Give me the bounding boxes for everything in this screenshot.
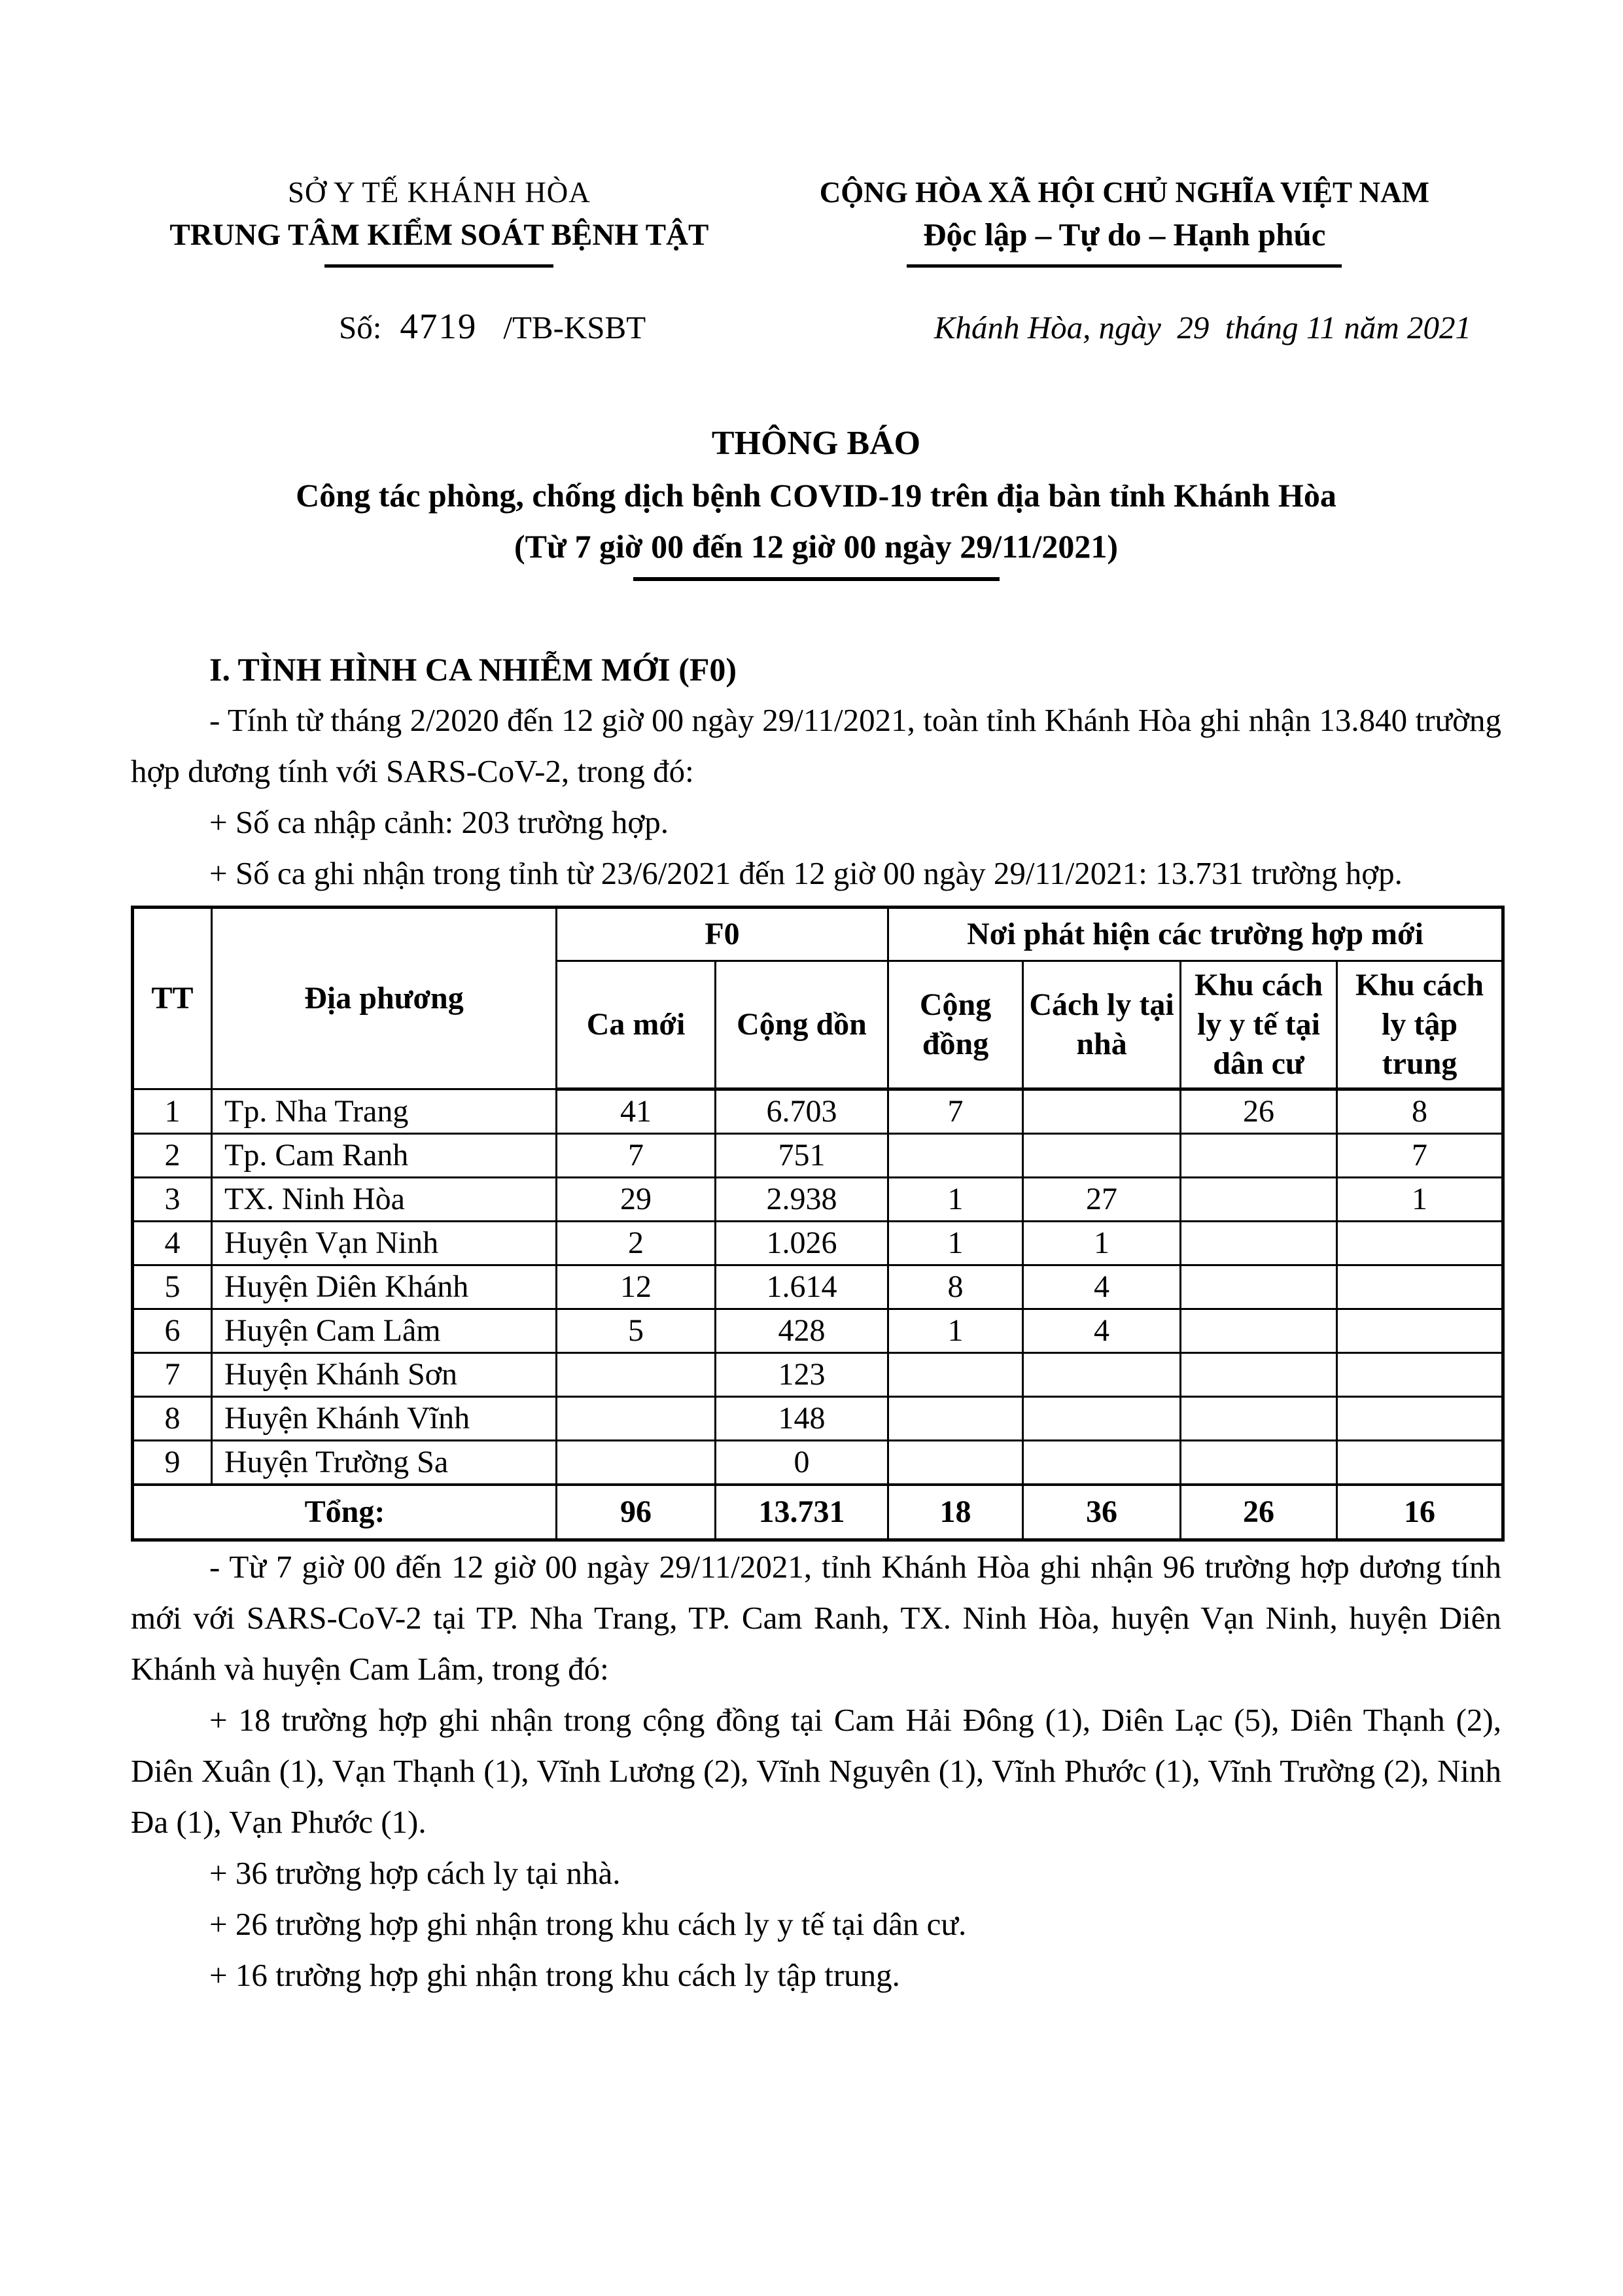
cell-khu-cach-ly-tap-trung: [1337, 1222, 1503, 1265]
cell-khu-cach-ly-tap-trung: 1: [1337, 1178, 1503, 1222]
col-header-ca-moi: Ca mới: [557, 961, 716, 1089]
table-row: [133, 1265, 1503, 1309]
cell-cong-dong: 8: [888, 1265, 1023, 1309]
cases-table: [131, 906, 1505, 1542]
cell-ca-moi: 2: [557, 1222, 716, 1265]
table-row: [133, 1397, 1503, 1441]
cell-cach-ly-tai-nha: [1023, 1441, 1181, 1485]
col-header-khu-cach-ly-y-te: Khu cách ly y tế tại dân cư: [1181, 961, 1337, 1089]
col-header-khu-cach-ly-tap-trung: Khu cách ly tập trung: [1337, 961, 1503, 1089]
cell-cach-ly-tai-nha: [1023, 1134, 1181, 1178]
col-header-tt: TT: [133, 908, 212, 1089]
cell-cong-don: 2.938: [716, 1178, 888, 1222]
col-header-cong-dong: Cộng đồng: [888, 961, 1023, 1089]
cell-dia-phuong: Huyện Cam Lâm: [212, 1309, 557, 1353]
cell-cong-don: 1.026: [716, 1222, 888, 1265]
cell-khu-cach-ly-tap-trung: [1337, 1309, 1503, 1353]
cell-cong-dong: [888, 1397, 1023, 1441]
number-suffix: /TB-KSBT: [503, 309, 646, 345]
cell-ca-moi: 7: [557, 1134, 716, 1178]
cell-khu-cach-ly-y-te: [1181, 1397, 1337, 1441]
col-header-cach-ly-tai-nha: Cách ly tại nhà: [1023, 961, 1181, 1089]
title-block: [131, 417, 1501, 581]
section-1-heading: I. TÌNH HÌNH CA NHIỄM MỚI (F0): [209, 651, 737, 688]
cell-cach-ly-tai-nha: [1023, 1353, 1181, 1397]
cell-khu-cach-ly-tap-trung: [1337, 1441, 1503, 1485]
col-group-f0: F0: [557, 908, 888, 961]
cell-tt: 9: [133, 1441, 212, 1485]
cell-tt: 3: [133, 1178, 212, 1222]
cell-ca-moi: 41: [557, 1089, 716, 1134]
cell-dia-phuong: Tp. Cam Ranh: [212, 1134, 557, 1178]
number-value: 4719: [400, 306, 478, 346]
national-motto-line: Độc lập – Tự do – Hạnh phúc: [923, 217, 1326, 253]
cell-cong-dong: 7: [888, 1089, 1023, 1134]
cell-cong-don: 123: [716, 1353, 888, 1397]
issuer-name-line2: TRUNG TÂM KIỂM SOÁT BỆNH TẬT: [169, 218, 709, 252]
cell-cach-ly-tai-nha: [1023, 1397, 1181, 1441]
cell-khu-cach-ly-tap-trung: [1337, 1265, 1503, 1309]
cell-cach-ly-tai-nha: 1: [1023, 1222, 1181, 1265]
cell-cong-dong: 1: [888, 1309, 1023, 1353]
cell-khu-cach-ly-y-te: [1181, 1265, 1337, 1309]
table-row: [133, 1353, 1503, 1397]
cell-cach-ly-tai-nha: 27: [1023, 1178, 1181, 1222]
summary-paragraph-2: + 18 trường hợp ghi nhận trong cộng đồng tại Cam Hải Đông (1), Diên Lạc (5), Diên Thạnh (2), Diên Xuân (1), Vạn Thạnh (1), Vĩnh Lương (2), Vĩnh Nguyên (1), Vĩnh Phước (1), Vĩnh Trường (2), Ninh Đa (1), Vạn Phước (1).: [131, 1702, 1501, 1840]
doc-date-range: (Từ 7 giờ 00 đến 12 giờ 00 ngày 29/11/2021): [514, 528, 1118, 565]
total-khu-cach-ly-y-te: 26: [1181, 1485, 1337, 1540]
table-row: [133, 1089, 1503, 1134]
cell-ca-moi: 12: [557, 1265, 716, 1309]
cell-dia-phuong: Tp. Nha Trang: [212, 1089, 557, 1134]
cell-cach-ly-tai-nha: [1023, 1089, 1181, 1134]
cell-cong-don: 428: [716, 1309, 888, 1353]
cell-tt: 6: [133, 1309, 212, 1353]
cell-dia-phuong: Huyện Vạn Ninh: [212, 1222, 557, 1265]
cell-ca-moi: [557, 1397, 716, 1441]
summary-paragraph-4: + 26 trường hợp ghi nhận trong khu cách ly y tế tại dân cư.: [209, 1906, 967, 1942]
col-group-noi-phat-hien: Nơi phát hiện các trường hợp mới: [888, 908, 1503, 961]
cell-cong-dong: [888, 1353, 1023, 1397]
title-underline: [633, 577, 1000, 581]
cell-dia-phuong: Huyện Diên Khánh: [212, 1265, 557, 1309]
table-row: [133, 1178, 1503, 1222]
cell-khu-cach-ly-y-te: [1181, 1134, 1337, 1178]
col-header-cong-don: Cộng dồn: [716, 961, 888, 1089]
doc-title: THÔNG BÁO: [711, 425, 921, 462]
table-row: [133, 1441, 1503, 1485]
total-cach-ly-tai-nha: 36: [1023, 1485, 1181, 1540]
cell-cong-don: 751: [716, 1134, 888, 1178]
cell-khu-cach-ly-y-te: [1181, 1353, 1337, 1397]
col-header-dia-phuong: Địa phương: [212, 908, 557, 1089]
issuer-block: [131, 171, 748, 268]
summary-paragraph-5: + 16 trường hợp ghi nhận trong khu cách ly tập trung.: [209, 1957, 900, 1993]
table-row: [133, 1309, 1503, 1353]
cell-khu-cach-ly-y-te: [1181, 1222, 1337, 1265]
cell-khu-cach-ly-y-te: [1181, 1441, 1337, 1485]
total-label: Tổng:: [133, 1485, 557, 1540]
cell-ca-moi: 29: [557, 1178, 716, 1222]
national-header-block: [748, 171, 1501, 268]
cell-khu-cach-ly-tap-trung: 8: [1337, 1089, 1503, 1134]
total-cong-dong: 18: [888, 1485, 1023, 1540]
cell-cong-dong: 1: [888, 1222, 1023, 1265]
number-label: Số:: [339, 309, 382, 345]
cell-tt: 2: [133, 1134, 212, 1178]
section-1-paragraph-2: + Số ca nhập cảnh: 203 trường hợp.: [209, 804, 669, 840]
summary-paragraph-1: - Từ 7 giờ 00 đến 12 giờ 00 ngày 29/11/2021, tỉnh Khánh Hòa ghi nhận 96 trường hợp dương tính mới với SARS-CoV-2 tại TP. Nha Trang, TP. Cam Ranh, TX. Ninh Hòa, huyện Vạn Ninh, huyện Diên Khánh và huyện Cam Lâm, trong đó:: [131, 1549, 1501, 1687]
table-row: [133, 1134, 1503, 1178]
cell-tt: 1: [133, 1089, 212, 1134]
summary-paragraph-3: + 36 trường hợp cách ly tại nhà.: [209, 1855, 621, 1891]
cell-cong-don: 0: [716, 1441, 888, 1485]
motto-underline: [907, 264, 1342, 268]
table-row: [133, 1222, 1503, 1265]
number-date-row: [131, 306, 1501, 347]
issuer-underline: [324, 264, 553, 268]
cell-cong-dong: 1: [888, 1178, 1023, 1222]
document-header: [131, 171, 1501, 268]
cell-cach-ly-tai-nha: 4: [1023, 1265, 1181, 1309]
cell-cong-don: 1.614: [716, 1265, 888, 1309]
total-khu-cach-ly-tap-trung: 16: [1337, 1485, 1503, 1540]
cell-tt: 7: [133, 1353, 212, 1397]
section-1-paragraph-1: - Tính từ tháng 2/2020 đến 12 giờ 00 ngày 29/11/2021, toàn tỉnh Khánh Hòa ghi nhận 13.840 trường hợp dương tính với SARS-CoV-2, trong đó:: [131, 702, 1501, 789]
cell-tt: 4: [133, 1222, 212, 1265]
cell-khu-cach-ly-y-te: 26: [1181, 1089, 1337, 1134]
document-number: [339, 306, 646, 347]
cell-khu-cach-ly-y-te: [1181, 1309, 1337, 1353]
total-cong-don: 13.731: [716, 1485, 888, 1540]
cell-dia-phuong: Huyện Khánh Vĩnh: [212, 1397, 557, 1441]
total-ca-moi: 96: [557, 1485, 716, 1540]
cell-cong-dong: [888, 1134, 1023, 1178]
cell-dia-phuong: Huyện Khánh Sơn: [212, 1353, 557, 1397]
cell-cong-dong: [888, 1441, 1023, 1485]
cell-cong-don: 6.703: [716, 1089, 888, 1134]
cell-tt: 5: [133, 1265, 212, 1309]
cell-khu-cach-ly-tap-trung: 7: [1337, 1134, 1503, 1178]
place-date-line: Khánh Hòa, ngày 29 tháng 11 năm 2021: [934, 309, 1471, 345]
table-header-row-1: [133, 908, 1503, 961]
cell-ca-moi: 5: [557, 1309, 716, 1353]
section-1-paragraph-3: + Số ca ghi nhận trong tỉnh từ 23/6/2021 đến 12 giờ 00 ngày 29/11/2021: 13.731 trường hợp.: [209, 855, 1403, 891]
cell-dia-phuong: Huyện Trường Sa: [212, 1441, 557, 1485]
doc-subtitle: Công tác phòng, chống dịch bệnh COVID-19 trên địa bàn tỉnh Khánh Hòa: [296, 477, 1336, 514]
national-name-line: CỘNG HÒA XÃ HỘI CHỦ NGHĨA VIỆT NAM: [819, 176, 1429, 209]
cell-khu-cach-ly-tap-trung: [1337, 1397, 1503, 1441]
cell-ca-moi: [557, 1353, 716, 1397]
issuer-name-line1: SỞ Y TẾ KHÁNH HÒA: [287, 176, 591, 209]
cell-khu-cach-ly-y-te: [1181, 1178, 1337, 1222]
cell-ca-moi: [557, 1441, 716, 1485]
cell-cong-don: 148: [716, 1397, 888, 1441]
cell-dia-phuong: TX. Ninh Hòa: [212, 1178, 557, 1222]
cell-cach-ly-tai-nha: 4: [1023, 1309, 1181, 1353]
cell-khu-cach-ly-tap-trung: [1337, 1353, 1503, 1397]
cell-tt: 8: [133, 1397, 212, 1441]
table-total-row: [133, 1485, 1503, 1540]
